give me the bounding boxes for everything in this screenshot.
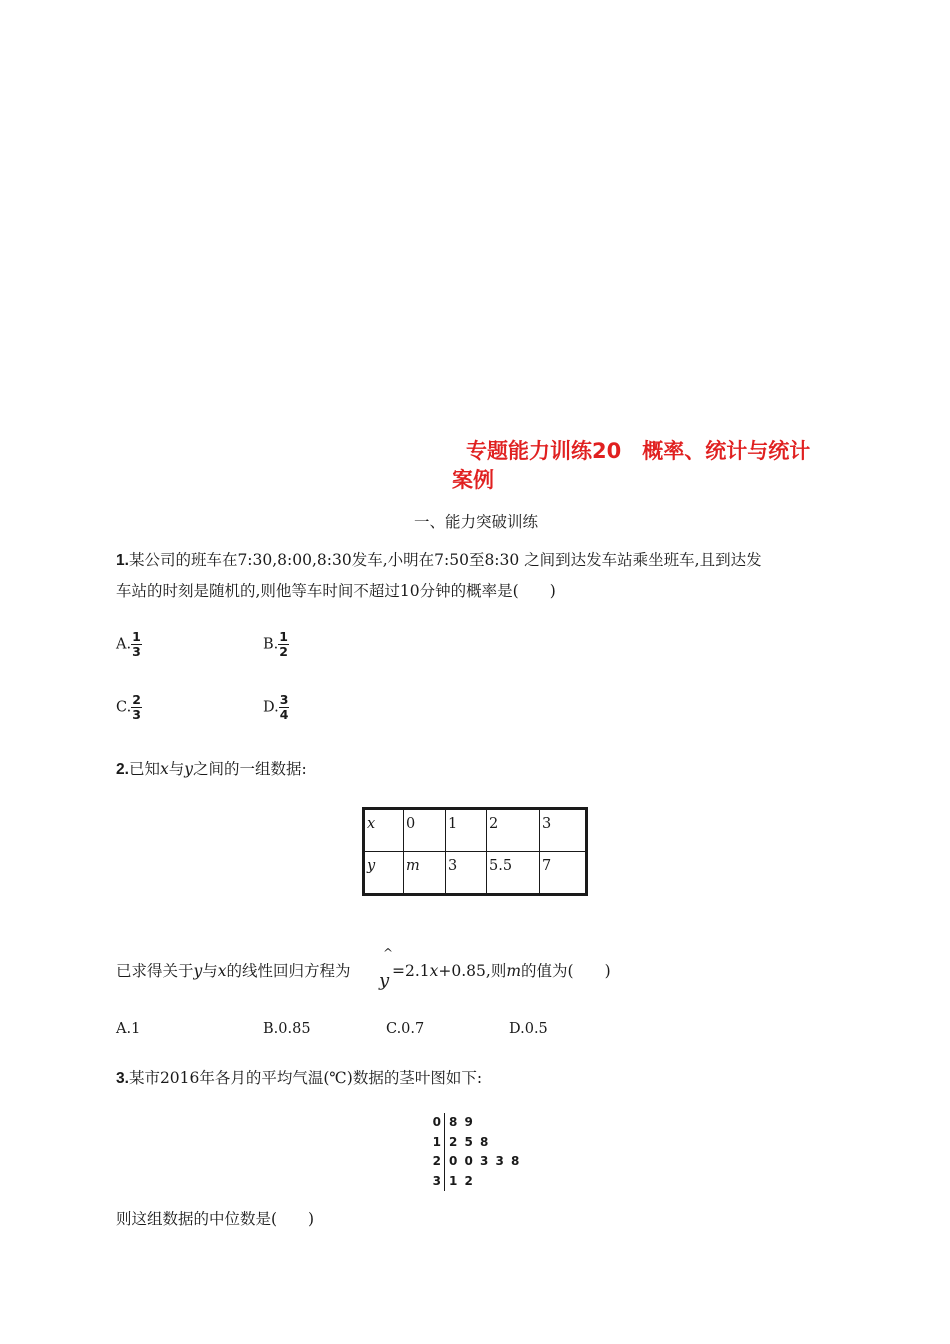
table-cell: y <box>364 852 404 895</box>
leaf: 9 <box>464 1115 473 1129</box>
leaf: 8 <box>480 1134 489 1149</box>
denominator: 4 <box>279 707 289 722</box>
variable-y: y <box>184 760 193 778</box>
option-d: D.0.5 <box>509 1021 548 1037</box>
option-a <box>116 630 142 659</box>
leaf: 8 <box>511 1154 520 1168</box>
page-title: 专题能力训练20 概率、统计与统计 <box>466 439 811 463</box>
option-label: D. <box>263 699 279 716</box>
table-cell: x <box>364 809 404 852</box>
option-c: C.0.7 <box>386 1021 425 1037</box>
variable-m: m <box>506 962 522 980</box>
page-title-continued: 案例 <box>452 468 494 492</box>
table-cell: 7 <box>540 852 587 895</box>
numerator: 2 <box>132 692 141 707</box>
text: +0.85,则 <box>438 962 507 980</box>
numerator: 1 <box>132 629 141 644</box>
stem-leaf-plot <box>430 1113 527 1191</box>
text: 与 <box>168 760 185 778</box>
leaf: 8 <box>449 1115 458 1129</box>
table-cell: 5.5 <box>487 852 540 895</box>
denominator: 2 <box>279 644 288 659</box>
table-cell: m <box>404 852 446 895</box>
fraction <box>279 693 290 722</box>
leaf: 0 <box>464 1154 473 1168</box>
text: 之间的一组数据: <box>192 760 307 778</box>
option-c <box>116 693 142 722</box>
leaves <box>449 1113 480 1133</box>
table-cell: 2 <box>487 809 540 852</box>
text: 的值为( ) <box>521 962 611 980</box>
regression-line-b <box>392 960 611 982</box>
fraction <box>278 630 289 659</box>
question-3-prompt: 则这组数据的中位数是( ) <box>116 1210 315 1228</box>
leaves <box>449 1172 480 1192</box>
question-3-line <box>116 1067 482 1090</box>
option-label: C. <box>116 699 132 716</box>
option-b <box>263 630 289 659</box>
fraction <box>131 630 142 659</box>
leaf: 5 <box>464 1134 473 1149</box>
option-d <box>263 693 289 722</box>
leaf: 2 <box>449 1134 458 1149</box>
stem-divider <box>444 1133 445 1153</box>
leaves <box>449 1133 496 1153</box>
question-2-line <box>116 758 307 781</box>
table-cell: 3 <box>446 852 487 895</box>
leaf: 3 <box>495 1154 504 1168</box>
leaf: 1 <box>449 1173 458 1188</box>
table-cell: 1 <box>446 809 487 852</box>
denominator: 3 <box>132 644 141 659</box>
option-label: A. <box>116 636 132 653</box>
text: 与 <box>202 962 218 980</box>
hat-symbol: ^ <box>383 946 394 960</box>
variable-y: y <box>193 962 203 980</box>
text: 已求得关于 <box>116 962 194 980</box>
text: 的线性回归方程为 <box>226 962 351 980</box>
question-number: 2. <box>116 761 129 778</box>
table-cell: 3 <box>540 809 587 852</box>
text: 已知 <box>128 760 160 778</box>
option-label: B. <box>263 636 279 653</box>
leaves <box>449 1152 527 1172</box>
leaf: 2 <box>464 1173 473 1188</box>
stem-divider <box>444 1113 445 1133</box>
section-heading: 一、能力突破训练 <box>414 513 539 531</box>
stem-row <box>430 1152 527 1172</box>
question-1-line-2: 车站的时刻是随机的,则他等车时间不超过10分钟的概率是( ) <box>116 582 556 600</box>
variable-x: x <box>159 760 169 778</box>
table-row <box>364 809 587 852</box>
stem-value: 0 <box>432 1115 441 1129</box>
stem-divider <box>444 1172 445 1192</box>
denominator: 3 <box>132 707 141 722</box>
leaf: 3 <box>480 1154 489 1168</box>
question-text: 某公司的班车在7:30,8:00,8:30发车,小明在7:50至8:30 之间到达发车站乘坐班车,且到达发 <box>128 551 762 569</box>
stem-divider <box>444 1152 445 1172</box>
variable-x: x <box>217 962 227 980</box>
stem-row <box>430 1113 527 1133</box>
numerator: 1 <box>279 629 288 644</box>
question-text: 某市2016年各月的平均气温(℃)数据的茎叶图如下: <box>128 1069 483 1087</box>
numerator: 3 <box>279 692 289 707</box>
stem-row <box>430 1133 527 1153</box>
data-table <box>362 807 588 896</box>
regression-line-a <box>116 960 351 982</box>
question-1-line-1 <box>116 549 762 572</box>
stem-row <box>430 1172 527 1192</box>
option-b: B.0.85 <box>263 1021 311 1037</box>
leaf: 0 <box>449 1154 458 1168</box>
option-a: A.1 <box>116 1021 141 1037</box>
variable-x: x <box>429 962 439 980</box>
question-number: 3. <box>116 1070 129 1087</box>
text: =2.1 <box>392 962 430 980</box>
stem-value: 3 <box>432 1173 441 1188</box>
table-cell: 0 <box>404 809 446 852</box>
table-row <box>364 852 587 895</box>
question-number: 1. <box>116 552 129 569</box>
fraction <box>131 693 142 722</box>
y-hat-variable: y <box>379 970 390 991</box>
stem-value: 1 <box>432 1134 441 1149</box>
stem-value: 2 <box>432 1154 441 1168</box>
